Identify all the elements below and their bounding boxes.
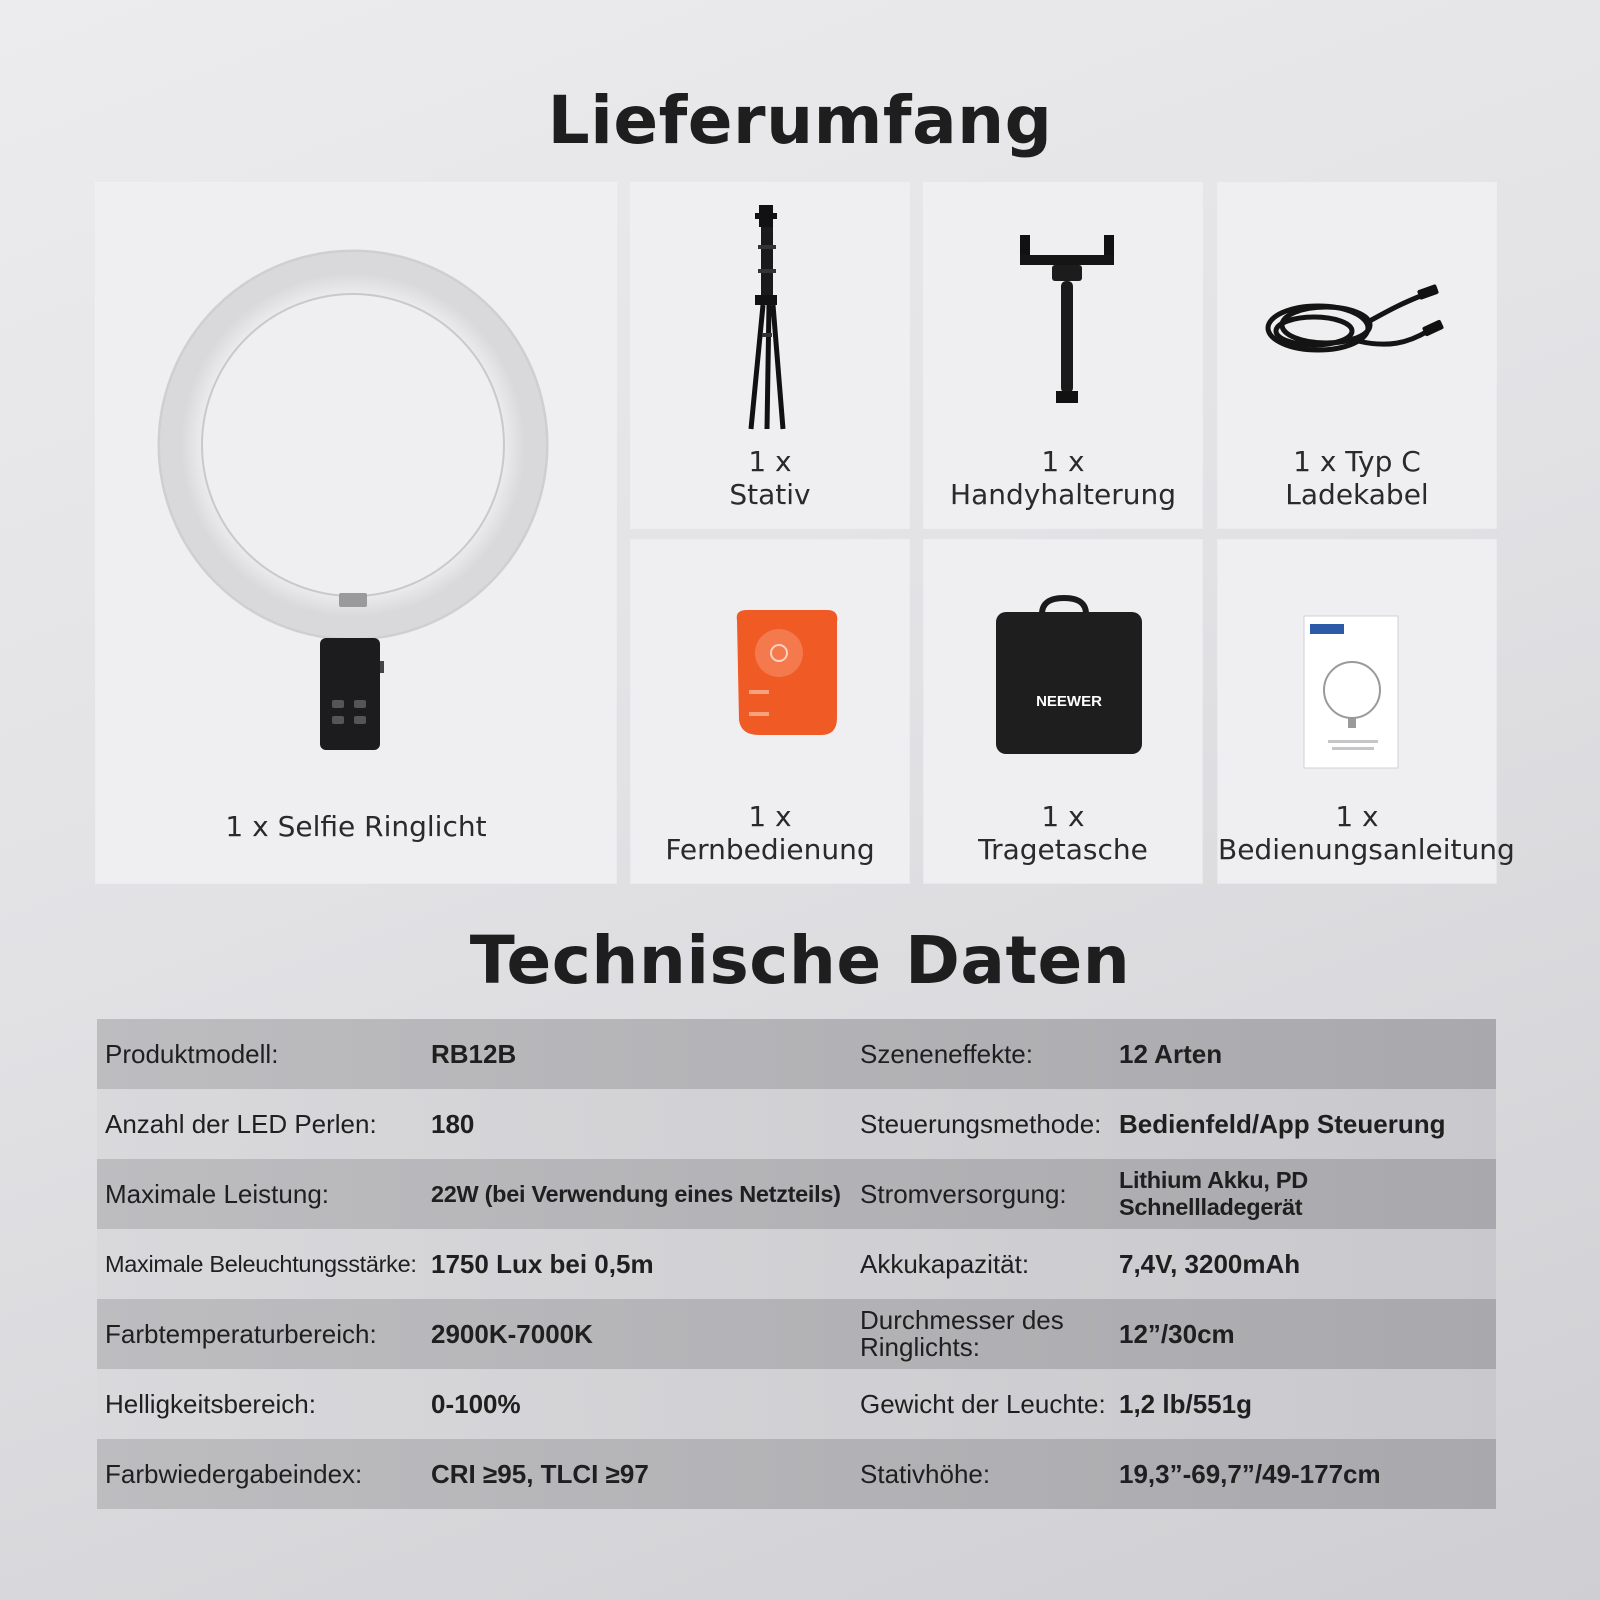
spec-row	[97, 1299, 1496, 1369]
caption-line1: 1 x	[1041, 445, 1085, 478]
spec-value: 12 Arten	[1119, 1038, 1223, 1069]
spec-label: Gewicht der Leuchte:	[860, 1388, 1106, 1419]
card-manual	[1218, 540, 1515, 883]
spec-row	[97, 1159, 1496, 1229]
spec-label: Stromversorgung:	[860, 1178, 1067, 1209]
spec-value: 180	[431, 1108, 475, 1139]
spec-value: 22W (bei Verwendung eines Netzteils)	[431, 1180, 841, 1207]
spec-value: 7,4V, 3200mAh	[1119, 1248, 1301, 1279]
spec-value: RB12B	[431, 1038, 517, 1069]
caption-line1: 1 x Typ C	[1293, 445, 1421, 478]
spec-value: 12”/30cm	[1119, 1318, 1235, 1349]
caption-line2: Ladekabel	[1285, 478, 1429, 511]
manual-image	[1218, 540, 1496, 790]
caption-line2: Stativ	[729, 478, 811, 511]
spec-value: CRI ≥95, TLCI ≥97	[431, 1458, 649, 1489]
spec-value: 19,3”-69,7”/49-177cm	[1119, 1458, 1381, 1489]
spec-label: Anzahl der LED Perlen:	[105, 1108, 377, 1139]
caption-line2: Tragetasche	[978, 833, 1148, 866]
spec-value: Bedienfeld/App Steuerung	[1119, 1108, 1446, 1139]
caption-line1: 1 x	[1335, 800, 1379, 833]
spec-value: 1750 Lux bei 0,5m	[431, 1248, 654, 1279]
card-carry-bag	[924, 540, 1202, 883]
caption-line2: Bedienungsanleitung	[1218, 833, 1515, 866]
caption-line1: 1 x	[1041, 800, 1085, 833]
specs-table	[97, 1019, 1496, 1509]
phone-holder-image	[924, 183, 1202, 433]
spec-value: 1,2 lb/551g	[1119, 1388, 1252, 1419]
caption-line2: Handyhalterung	[950, 478, 1176, 511]
card-phone-holder	[924, 183, 1202, 528]
spec-label: Akkukapazität:	[860, 1248, 1030, 1279]
spec-label: Durchmesser des Ringlichts:	[860, 1305, 1064, 1362]
caption-line1: 1 x	[748, 800, 792, 833]
spec-row	[97, 1369, 1496, 1439]
usb-cable-image	[1218, 183, 1496, 433]
spec-label: Stativhöhe:	[860, 1458, 991, 1489]
card-ring-light	[96, 183, 616, 883]
card-remote	[631, 540, 909, 883]
ring-light-image	[96, 183, 616, 763]
card-tripod	[631, 183, 909, 528]
spec-value: 0-100%	[431, 1388, 521, 1419]
spec-label: Szeneneffekte:	[860, 1038, 1033, 1069]
spec-value: Lithium Akku, PD Schnellladegerät	[1119, 1167, 1308, 1220]
spec-row	[97, 1229, 1496, 1299]
carry-bag-image	[924, 540, 1202, 790]
spec-row	[97, 1019, 1496, 1089]
spec-label: Maximale Beleuchtungsstärke:	[105, 1250, 417, 1277]
remote-image	[631, 540, 909, 790]
caption-line1: 1 x	[748, 445, 792, 478]
spec-label: Steuerungsmethode:	[860, 1108, 1102, 1139]
tripod-image	[631, 183, 909, 433]
specs-heading: Technische Daten	[469, 922, 1131, 999]
spec-value: 2900K-7000K	[431, 1318, 593, 1349]
caption-line1: 1 x Selfie Ringlicht	[225, 810, 487, 843]
scope-heading: Lieferumfang	[547, 82, 1053, 159]
bag-brand-label: NEEWER	[1036, 693, 1102, 710]
spec-row	[97, 1089, 1496, 1159]
spec-row	[97, 1439, 1496, 1509]
spec-label: Farbtemperaturbereich:	[105, 1318, 377, 1349]
spec-label: Helligkeitsbereich:	[105, 1388, 316, 1419]
spec-label: Produktmodell:	[105, 1038, 279, 1069]
card-usb-c-cable	[1218, 183, 1496, 528]
spec-label: Maximale Leistung:	[105, 1178, 329, 1209]
caption-line2: Fernbedienung	[665, 833, 875, 866]
spec-label: Farbwiedergabeindex:	[105, 1458, 363, 1489]
